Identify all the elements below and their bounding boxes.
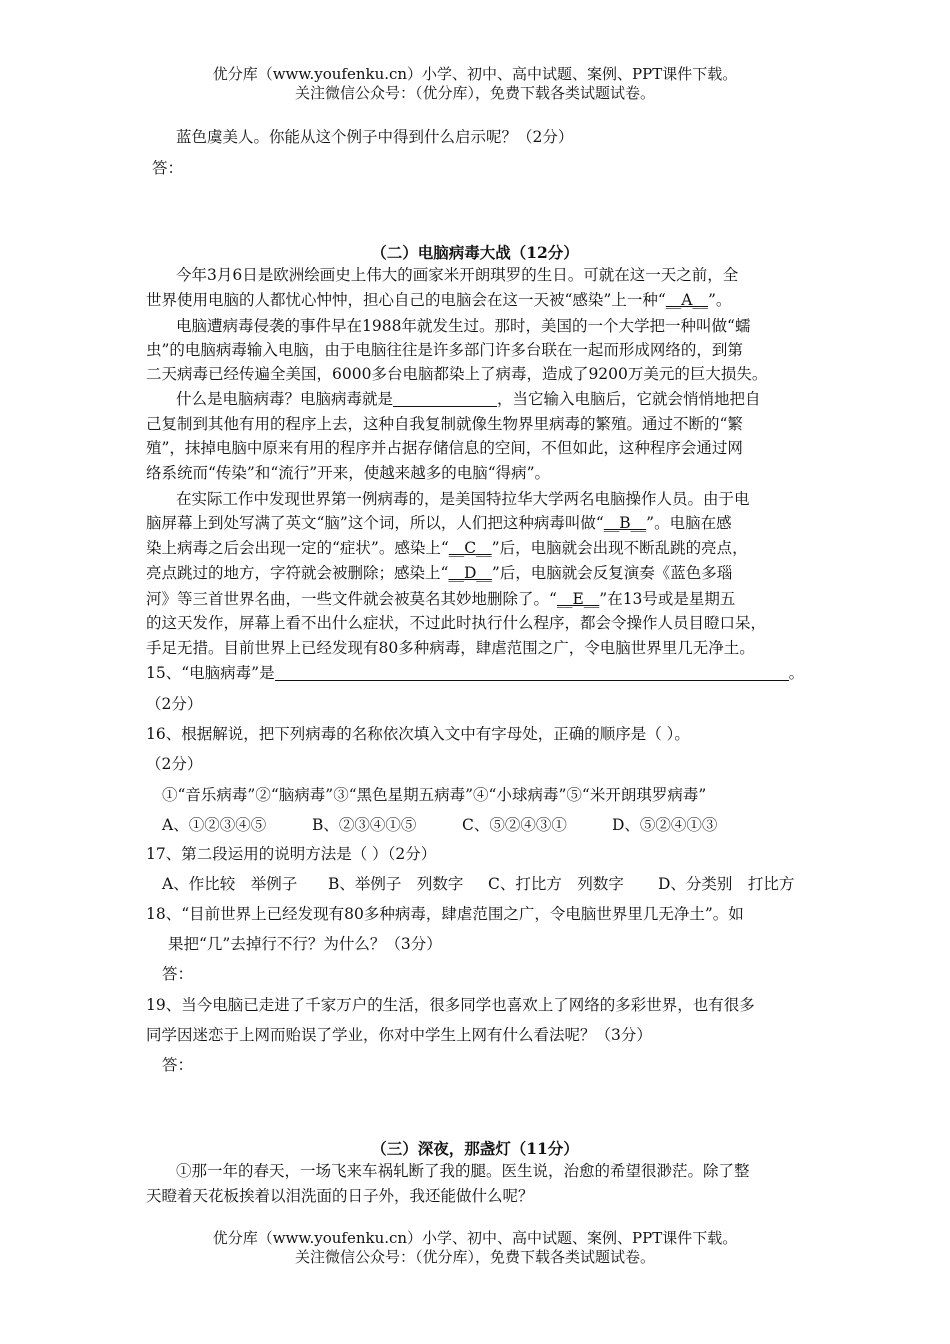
- q17-option-d[interactable]: D、分类别 打比方: [658, 875, 795, 893]
- footer-line-2: 关注微信公众号：（优分库），免费下载各类试题试卷。: [294, 1248, 655, 1266]
- s2-p1-line1: 今年3月6日是欧洲绘画史上伟大的画家米开朗琪罗的生日。可就在这一天之前，全: [176, 266, 739, 284]
- q16-option-a[interactable]: A、①②③④⑤: [162, 816, 267, 834]
- question-17: 17、第二段运用的说明方法是（ ）（2分）: [146, 845, 437, 863]
- s2-p4-line6: 的这天发作，屏幕上看不出什么症状，不过此时执行什么程序，都会令操作人员目瞪口呆，: [146, 614, 767, 632]
- section-2-title: （二）电脑病毒大战（12分）: [371, 243, 579, 262]
- page-header: [0, 65, 950, 103]
- section-3-title: （三）深夜，那盏灯（11分）: [371, 1139, 579, 1158]
- q15-text: 15、“电脑病毒”是: [146, 664, 275, 682]
- definition-blank-line: [393, 390, 497, 407]
- question-16: 16、根据解说，把下列病毒的名称依次填入文中有字母处，正确的顺序是（ ）。: [146, 725, 690, 743]
- blank-mark-b: __B__: [603, 514, 647, 532]
- prev-answer-label: 答：: [152, 159, 184, 177]
- s2-p1-line2-text-b: ”。: [707, 291, 732, 309]
- s2-p3-line1-text-b: ，当它输入电脑后，它就会悄悄地把自: [497, 390, 761, 408]
- s2-p3-line1-text-a: 什么是电脑病毒？电脑病毒就是: [176, 390, 394, 408]
- s2-p4-line5-text-a: 河》等三首世界名曲，一些文件就会被莫名其妙地删除了。“: [146, 590, 557, 608]
- header-line-2: 关注微信公众号：（优分库），免费下载各类试题试卷。: [294, 84, 655, 102]
- q16-option-d[interactable]: D、⑤②④①③: [612, 816, 718, 834]
- s2-p4-line5-text-b: ”在13号或是星期五: [599, 590, 736, 608]
- s2-p2-line3: 二天病毒已经传遍全美国，6000多台电脑都染上了病毒，造成了9200万美元的巨大损失。: [146, 365, 768, 383]
- q19-answer-label: 答：: [162, 1056, 194, 1074]
- q15-end: 。: [788, 664, 805, 682]
- s2-p4-line3: [146, 538, 816, 558]
- question-18-line1: 18、“目前世界上已经发现有80多种病毒，肆虐范围之广，令电脑世界里几无净土”。如: [146, 905, 744, 923]
- s2-p3-line3: 殖”，抹掉电脑中原来有用的程序并占据存储信息的空间，不但如此，这种程序会通过网: [146, 439, 743, 457]
- s2-p4-line2-text-a: 脑屏幕上到处写满了英文“脑”这个词，所以，人们把这种病毒叫做“: [146, 514, 604, 532]
- question-18-line2: 果把“几”去掉行不行？为什么？（3分）: [168, 935, 442, 953]
- q16-score: （2分）: [146, 755, 203, 773]
- q17-options: [162, 874, 816, 894]
- q16-options: [162, 815, 816, 835]
- s2-p4-line2-text-b: ”。电脑在感: [646, 514, 732, 532]
- s2-p4-line3-text-b: ”后，电脑就会出现不断乱跳的亮点，: [491, 539, 748, 557]
- blank-mark-a: __A__: [665, 291, 708, 309]
- s3-p1-line2: 天瞪着天花板挨着以泪洗面的日子外，我还能做什么呢？: [146, 1187, 534, 1205]
- s2-p4-line5: [146, 589, 816, 609]
- s2-p4-line4-text-b: ”后，电脑就会反复演奏《蓝色多瑙: [491, 564, 733, 582]
- s2-p4-line3-text-a: 染上病毒之后会出现一定的“症状”。感染上“: [146, 539, 449, 557]
- s2-p2-line2: 虫”的电脑病毒输入电脑，由于电脑往往是许多部门许多台联在一起而形成网络的，到第: [146, 341, 743, 359]
- question-19-line2: 同学因迷恋于上网而贻误了学业，你对中学生上网有什么看法呢？（3分）: [146, 1026, 652, 1044]
- q15-answer-blank[interactable]: [275, 664, 789, 681]
- s2-p4-line4: [146, 563, 816, 583]
- page-footer: [0, 1229, 950, 1267]
- q17-option-a[interactable]: A、作比较 举例子: [162, 875, 298, 893]
- s3-p1-line1: ①那一年的春天，一场飞来车祸轧断了我的腿。医生说，治愈的希望很渺茫。除了整: [176, 1162, 750, 1180]
- footer-line-1: 优分库（www.youfenku.cn）小学、初中、高中试题、案例、PPT课件下载。: [212, 1229, 738, 1247]
- prev-question-continuation: 蓝色虞美人。你能从这个例子中得到什么启示呢？（2分）: [176, 128, 574, 146]
- blank-mark-d: __D__: [448, 564, 492, 582]
- s2-p4-line1: 在实际工作中发现世界第一例病毒的，是美国特拉华大学两名电脑操作人员。由于电: [176, 490, 750, 508]
- header-line-1: 优分库（www.youfenku.cn）小学、初中、高中试题、案例、PPT课件下载。: [212, 65, 738, 83]
- s2-p4-line2: [146, 513, 816, 533]
- q16-option-b[interactable]: B、②③④①⑤: [312, 816, 417, 834]
- blank-mark-e: __E__: [556, 590, 600, 608]
- blank-mark-c: __C__: [448, 539, 492, 557]
- s2-p1-line2: [146, 290, 816, 310]
- s2-p2-line1: 电脑遭病毒侵袭的事件早在1988年就发生过。那时，美国的一个大学把一种叫做“蠕: [176, 317, 751, 335]
- s2-p3-line2: 己复制到其他有用的程序上去，这种自我复制就像生物界里病毒的繁殖。通过不断的“繁: [146, 415, 743, 433]
- q16-option-c[interactable]: C、⑤②④③①: [462, 816, 567, 834]
- s2-p4-line4-text-a: 亮点跳过的地方，字符就会被删除；感染上“: [146, 564, 449, 582]
- question-19-line1: 19、当今电脑已走进了千家万户的生活，很多同学也喜欢上了网络的多彩世界，也有很多: [146, 996, 755, 1014]
- q16-items: ①“音乐病毒”②“脑病毒”③“黑色星期五病毒”④“小球病毒”⑤“米开朗琪罗病毒”: [162, 786, 707, 804]
- q17-option-c[interactable]: C、打比方 列数字: [488, 875, 624, 893]
- s2-p3-line1: [176, 389, 816, 409]
- q17-option-b[interactable]: B、举例子 列数字: [328, 875, 464, 893]
- q18-answer-label: 答：: [162, 965, 194, 983]
- s2-p4-line7: 手足无措。目前世界上已经发现有80多种病毒，肆虐范围之广，令电脑世界里几无净土。: [146, 639, 755, 657]
- q15-score: （2分）: [146, 695, 203, 713]
- question-15: [146, 663, 816, 683]
- s2-p1-line2-text-a: 世界使用电脑的人都忧心忡忡，担心自己的电脑会在这一天被“感染”上一种“: [146, 291, 666, 309]
- s2-p3-line4: 络系统而“传染”和“流行”开来，使越来越多的电脑“得病”。: [146, 464, 551, 482]
